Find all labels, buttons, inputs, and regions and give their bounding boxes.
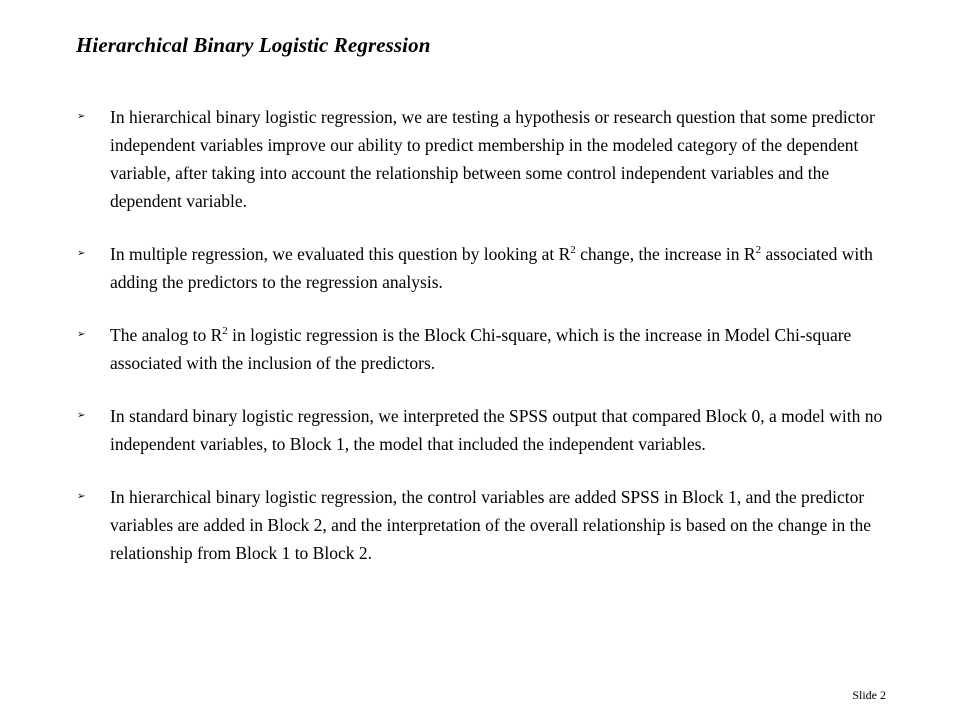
slide-number: Slide 2	[852, 688, 886, 702]
bullet-text-part: The analog to R	[110, 325, 223, 345]
bullet-item-3	[74, 321, 894, 377]
superscript: 2	[222, 325, 228, 338]
arrow-bullet-icon: ➢	[77, 329, 86, 340]
arrow-bullet-icon: ➢	[77, 491, 86, 502]
bullet-text-part: in logistic regression is the Block Chi-square, which is the increase in Model Chi-square associated with the inclusion of the predictors.	[110, 325, 852, 373]
bullet-text: In standard binary logistic regression, we interpreted the SPSS output that compared Block 0, a model with no independent variables, to Block 1, the model that included the independent variables.	[110, 406, 883, 454]
bullet-item-1	[74, 103, 894, 215]
bullet-text-part: In multiple regression, we evaluated this question by looking at R	[110, 244, 571, 264]
bullet-text: In hierarchical binary logistic regression, the control variables are added SPSS in Block 1, and the predictor variables are added in Block 2, and the interpretation of the overall relationship is based on the change in the relationship from Block 1 to Block 2.	[110, 487, 871, 563]
bullet-text	[110, 325, 851, 373]
bullet-item-2	[74, 240, 894, 296]
arrow-bullet-icon: ➢	[77, 410, 86, 421]
slide-title: Hierarchical Binary Logistic Regression	[76, 33, 431, 57]
bullet-list	[74, 103, 894, 567]
arrow-bullet-icon: ➢	[77, 248, 86, 259]
bullet-text	[110, 244, 873, 292]
arrow-bullet-icon: ➢	[77, 111, 86, 122]
bullet-item-4	[74, 402, 894, 458]
bullet-text-part: change, the increase in R	[575, 244, 756, 264]
bullet-text: In hierarchical binary logistic regression, we are testing a hypothesis or research question that some predictor independent variables improve our ability to predict membership in the modeled category of the dependent variable, after taking into account the relationship between some control independent variables and the dependent variable.	[110, 107, 875, 211]
bullet-item-5	[74, 483, 894, 567]
superscript: 2	[755, 244, 762, 257]
bullet-text-part: associated with adding the predictors to the regression analysis.	[110, 244, 873, 292]
superscript: 2	[570, 244, 576, 257]
